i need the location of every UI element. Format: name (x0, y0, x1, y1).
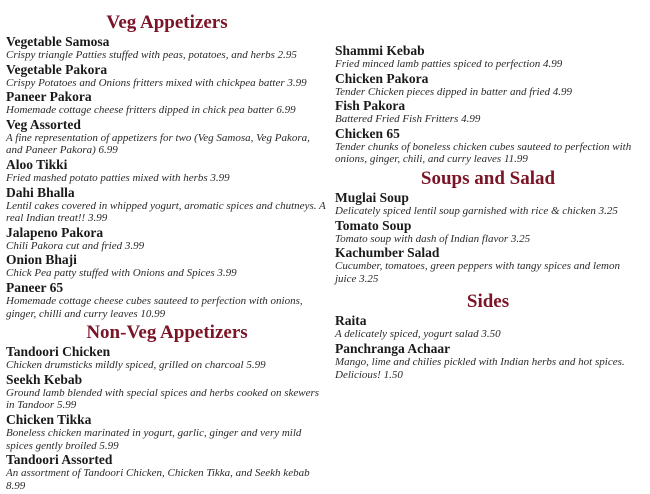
menu-item-name: Raita (335, 313, 367, 329)
menu-item-description: Delicately spiced lentil soup garnished with rice & chicken 3.25 (335, 204, 618, 217)
menu-item (335, 98, 641, 126)
menu-item-name: Onion Bhaji (6, 252, 77, 268)
menu-item (6, 452, 328, 492)
soups-salad-heading: Soups and Salad (420, 167, 556, 189)
menu-item-name: Chicken Tikka (6, 411, 92, 427)
menu-item-description: Cucumber, tomatoes, green peppers with tangy spices and lemon juice 3.25 (335, 260, 620, 285)
menu-item-name: Paneer 65 (6, 279, 64, 295)
soups-salad-list (335, 190, 641, 285)
nonveg-appetizers-list (6, 344, 328, 492)
menu-item-name: Tomato Soup (335, 217, 412, 233)
veg-appetizers-heading: Veg Appetizers (106, 12, 228, 33)
menu-item-description: Fried minced lamb patties spiced to perfection 4.99 (335, 58, 563, 70)
menu-item-name: Seekh Kebab (6, 371, 83, 387)
menu-item-description: Lentil cakes covered in whipped yogurt, aromatic spices and chutneys. A real Indian treat!! 3.99 (6, 199, 326, 225)
menu-item (6, 344, 328, 372)
menu-item-description: Ground lamb blended with special spices and herbs cooked on skewers in Tandoor 5.99 (6, 386, 320, 412)
menu-item-name: Kachumber Salad (335, 245, 440, 261)
menu-item-name: Muglai Soup (335, 189, 409, 205)
menu-item (6, 280, 328, 320)
menu-item (6, 62, 328, 90)
menu-item-name: Veg Assorted (6, 116, 81, 132)
menu-item (6, 89, 328, 117)
menu-item-description: Crispy triangle Patties stuffed with peas, potatoes, and herbs 2.95 (6, 49, 297, 61)
menu-item-name: Fish Pakora (335, 98, 406, 114)
menu-item-description: Tender Chicken pieces dipped in batter and fried 4.99 (335, 85, 572, 98)
menu-item-description: Chicken drumsticks mildly spiced, grilled on charcoal 5.99 (6, 359, 266, 372)
menu-item (6, 372, 328, 412)
menu-item (6, 117, 328, 157)
menu-item (335, 126, 641, 166)
left-column (6, 0, 328, 492)
right-column (335, 0, 641, 381)
menu-item (6, 185, 328, 225)
menu-item-description: Mango, lime and chilies pickled with Indian herbs and hot spices. Delicious! 1.50 (335, 355, 625, 381)
menu-item-description: Battered Fried Fish Fritters 4.99 (335, 113, 481, 126)
menu-item-name: Aloo Tikki (6, 156, 68, 172)
menu-item (335, 245, 641, 285)
menu-item-name: Chicken 65 (335, 125, 400, 141)
menu-item-description: Homemade cottage cheese cubes sauteed to perfection with onions, ginger, chilli and curry leaves 10.99 (6, 294, 303, 320)
menu-item-name: Vegetable Pakora (6, 61, 108, 77)
menu-item-name: Shammi Kebab (335, 43, 425, 58)
appetizers-continued-list (335, 43, 641, 166)
menu-item-description: Tomato soup with dash of Indian flavor 3.25 (335, 232, 531, 245)
menu-item (6, 252, 328, 280)
menu-item (6, 157, 328, 185)
menu-item-description: Chili Pakora cut and fried 3.99 (6, 239, 145, 252)
menu-item-description: Homemade cottage cheese fritters dipped in chick pea batter 6.99 (6, 104, 296, 117)
menu-item-name: Chicken Pakora (335, 70, 429, 86)
menu-item (335, 71, 641, 99)
nonveg-appetizers-heading: Non-Veg Appetizers (86, 322, 248, 344)
sides-list (335, 313, 641, 381)
menu-item-description: Chick Pea patty stuffed with Onions and Spices 3.99 (6, 267, 237, 280)
menu-item-name: Dahi Bhalla (6, 184, 75, 200)
menu-item (335, 190, 641, 218)
menu-item-name: Panchranga Achaar (335, 340, 451, 356)
veg-appetizers-list (6, 34, 328, 320)
sides-heading: Sides (466, 291, 510, 313)
menu-item (335, 341, 641, 381)
menu-item-description: Crispy Potatoes and Onions fritters mixed with chickpea batter 3.99 (6, 76, 307, 89)
menu-item (335, 313, 641, 341)
menu-item-name: Jalapeno Pakora (6, 224, 104, 240)
menu-item-description: Fried mashed potato patties mixed with herbs 3.99 (6, 171, 230, 184)
menu-item-description: Boneless chicken marinated in yogurt, garlic, ginger and very mild spices gently broiled 5.99 (6, 426, 302, 452)
menu-item (6, 225, 328, 253)
menu-item-name: Vegetable Samosa (6, 34, 110, 49)
menu-item (6, 34, 328, 62)
menu-item (335, 43, 641, 71)
menu-item-name: Tandoori Assorted (6, 452, 113, 468)
menu-item (6, 412, 328, 452)
menu-item-name: Tandoori Chicken (6, 344, 111, 360)
menu-item-description: A fine representation of appetizers for two (Veg Samosa, Veg Pakora, and Paneer Pakora) 6.99 (6, 131, 310, 157)
menu-item (335, 218, 641, 246)
menu-item-description: Tender chunks of boneless chicken cubes sauteed to perfection with onions, ginger, chili, and curry leaves 11.99 (335, 140, 632, 166)
menu-item-description: A delicately spiced, yogurt salad 3.50 (335, 328, 501, 341)
menu-item-name: Paneer Pakora (6, 89, 92, 105)
menu-item-description: An assortment of Tandoori Chicken, Chicken Tikka, and Seekh kebab 8.99 (6, 467, 310, 492)
